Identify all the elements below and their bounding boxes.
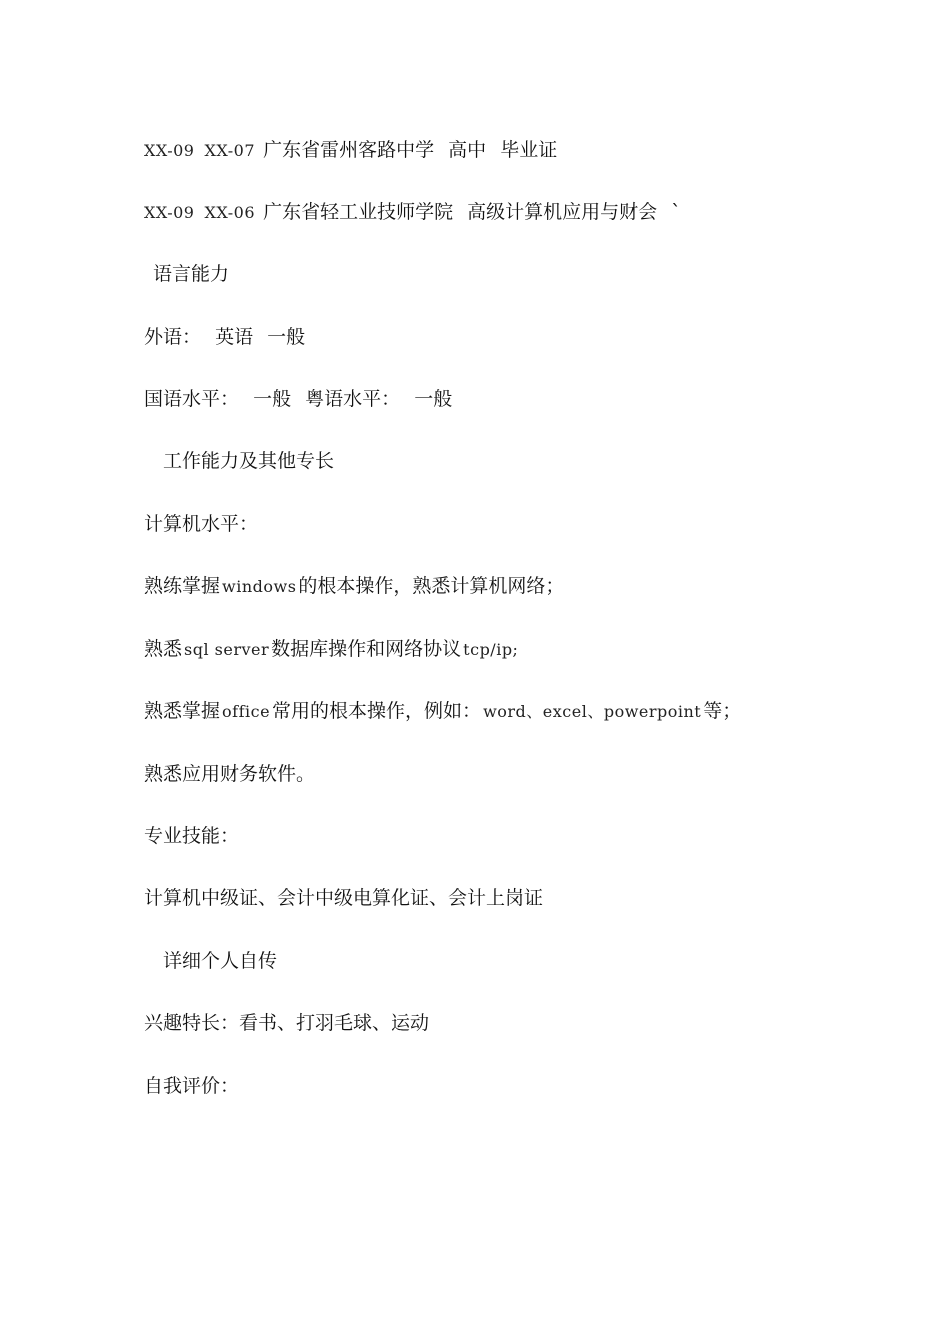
skill-1-a: 熟练掌握 xyxy=(144,575,221,597)
self-heading: 详细个人自传 xyxy=(163,950,278,972)
dialect-line xyxy=(144,386,452,412)
skill-2-d: tcp/ip; xyxy=(463,640,519,659)
edu-2-school: 广东省轻工业技师学院 xyxy=(263,201,454,223)
skill-2-a: 熟悉 xyxy=(144,638,183,660)
skill-3-b: office xyxy=(222,702,271,721)
education-entry-1 xyxy=(144,137,557,164)
skill-line-office xyxy=(144,698,741,725)
skill-3-c: 常用的根本操作，例如： xyxy=(272,700,482,722)
language-heading: 语言能力 xyxy=(153,263,230,285)
professional-label: 专业技能： xyxy=(144,825,240,847)
skill-line-windows xyxy=(144,573,564,600)
edu-1-level: 高中 xyxy=(448,139,487,161)
skill-2-c: 数据库操作和网络协议 xyxy=(271,638,462,660)
certificates: 计算机中级证、会计中级电算化证、会计上岗证 xyxy=(144,887,544,909)
edu-1-certificate: 毕业证 xyxy=(500,139,558,161)
skill-3-d: word、excel、powerpoint xyxy=(483,702,702,721)
edu-2-start: XX-09 xyxy=(144,203,195,222)
mandarin-level: 一般 xyxy=(253,388,292,410)
mandarin-label: 国语水平： xyxy=(144,388,240,410)
skill-3-e: 等； xyxy=(703,700,742,722)
foreign-level: 一般 xyxy=(267,326,306,348)
edu-2-trailing-mark: ` xyxy=(671,201,681,223)
foreign-language-line xyxy=(144,324,305,350)
skill-line-sql xyxy=(144,636,520,663)
computer-label: 计算机水平： xyxy=(144,513,259,535)
hobbies: 兴趣特长：看书、打羽毛球、运动 xyxy=(144,1012,430,1034)
skills-heading: 工作能力及其他专长 xyxy=(163,450,335,472)
edu-2-end: XX-06 xyxy=(204,203,256,222)
edu-1-school: 广东省雷州客路中学 xyxy=(263,139,435,161)
edu-1-start: XX-09 xyxy=(144,141,195,160)
skill-1-c: 的根本操作，熟悉计算机网络； xyxy=(298,575,565,597)
cantonese-label: 粤语水平： xyxy=(305,388,401,410)
skill-2-b: sql server xyxy=(184,640,270,659)
foreign-language: 英语 xyxy=(215,326,254,348)
education-entry-2 xyxy=(144,199,681,226)
edu-1-end: XX-07 xyxy=(204,141,256,160)
skill-1-b: windows xyxy=(222,577,297,596)
foreign-label: 外语： xyxy=(144,326,202,348)
cantonese-level: 一般 xyxy=(414,388,453,410)
skill-line-finance: 熟悉应用财务软件。 xyxy=(144,763,316,785)
skill-3-a: 熟悉掌握 xyxy=(144,700,221,722)
edu-2-major: 高级计算机应用与财会 xyxy=(467,201,658,223)
evaluation-label: 自我评价： xyxy=(144,1075,240,1097)
